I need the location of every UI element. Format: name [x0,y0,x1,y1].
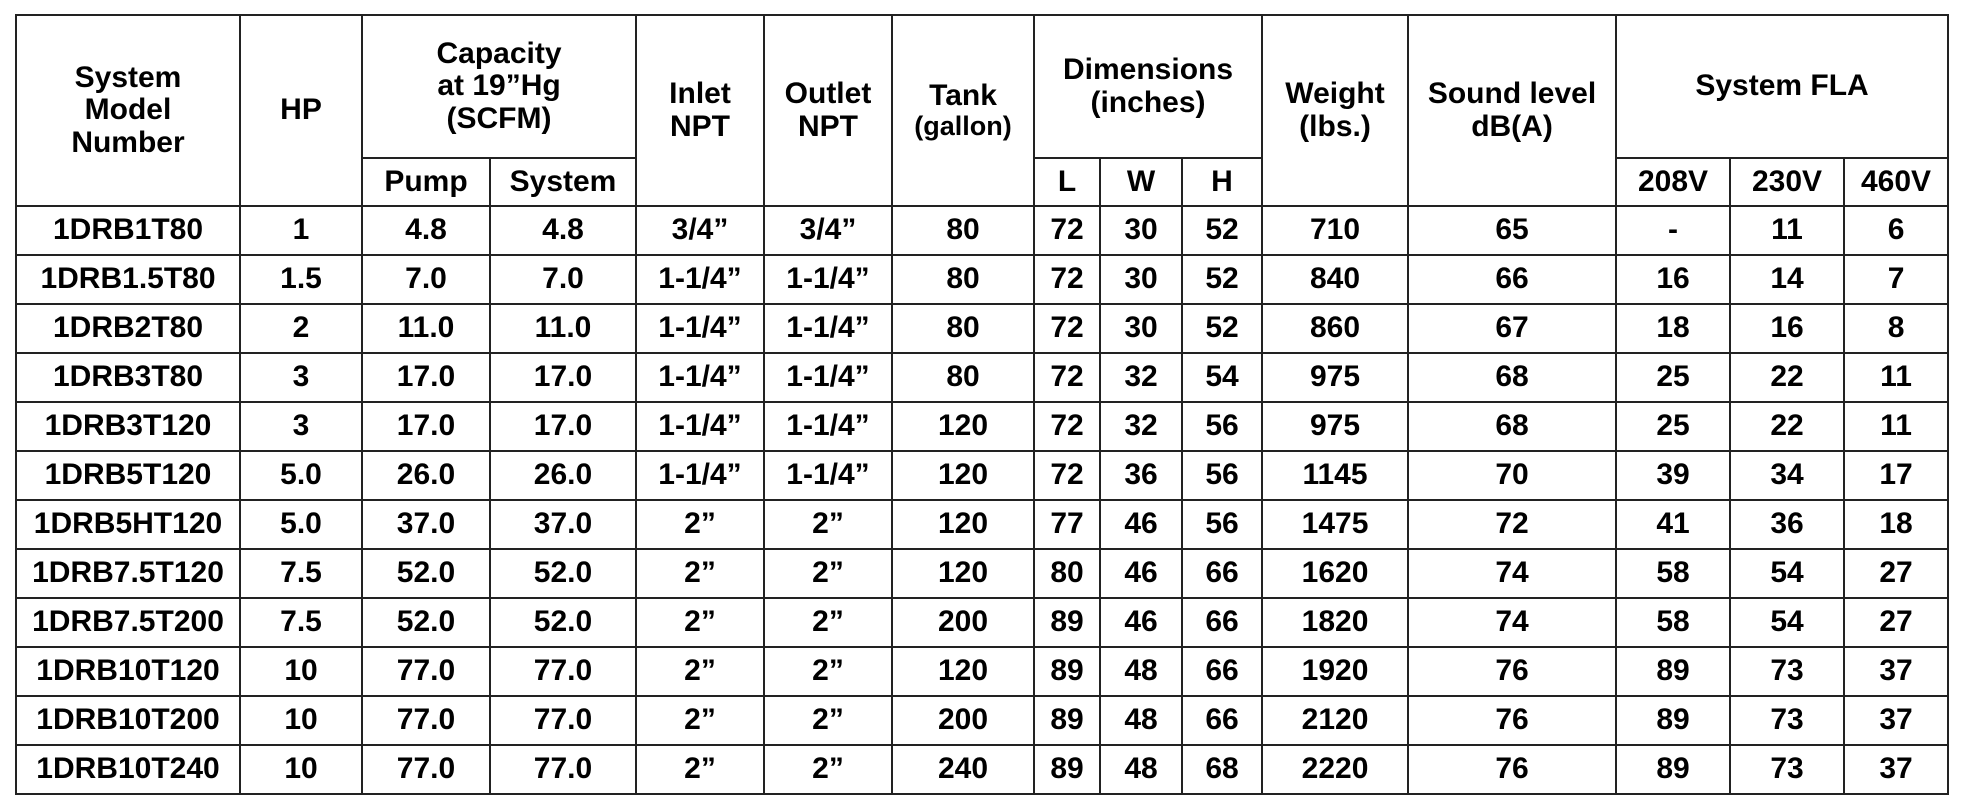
cell-fla-230v: 36 [1730,500,1844,549]
cell-inlet: 2” [636,598,764,647]
cell-model: 1DRB10T240 [16,745,240,794]
cell-fla-460v: 8 [1844,304,1948,353]
cell-pump: 52.0 [362,549,490,598]
header-model-number [16,15,240,206]
cell-dim-h: 66 [1182,647,1262,696]
cell-tank: 80 [892,206,1034,255]
cell-dim-h: 66 [1182,696,1262,745]
cell-weight: 1145 [1262,451,1408,500]
cell-sound: 66 [1408,255,1616,304]
cell-model: 1DRB5T120 [16,451,240,500]
cell-fla-208v: 58 [1616,549,1730,598]
header-dim-w: W [1100,158,1182,206]
cell-dim-w: 32 [1100,353,1182,402]
header-sound-level [1408,15,1616,206]
cell-dim-w: 32 [1100,402,1182,451]
cell-system: 11.0 [490,304,636,353]
cell-pump: 77.0 [362,696,490,745]
table-row [16,549,1948,598]
cell-hp: 3 [240,353,362,402]
cell-inlet: 1-1/4” [636,304,764,353]
table-row [16,402,1948,451]
cell-sound: 76 [1408,696,1616,745]
cell-pump: 11.0 [362,304,490,353]
cell-fla-460v: 37 [1844,647,1948,696]
header-capacity-line-1: Capacity [436,36,562,70]
cell-outlet: 1-1/4” [764,353,892,402]
cell-dim-l: 72 [1034,353,1100,402]
cell-model: 1DRB10T200 [16,696,240,745]
cell-pump: 52.0 [362,598,490,647]
header-inlet-line-1: Inlet [669,77,731,111]
cell-sound: 68 [1408,353,1616,402]
cell-inlet: 2” [636,745,764,794]
cell-system: 37.0 [490,500,636,549]
cell-system: 52.0 [490,598,636,647]
cell-outlet: 2” [764,549,892,598]
cell-system: 17.0 [490,402,636,451]
cell-tank: 200 [892,598,1034,647]
cell-dim-l: 72 [1034,304,1100,353]
table-row [16,696,1948,745]
cell-fla-208v: 16 [1616,255,1730,304]
header-dimensions-line-2: (inches) [1090,85,1206,119]
cell-dim-l: 72 [1034,402,1100,451]
header-weight [1262,15,1408,206]
cell-inlet: 2” [636,696,764,745]
header-460v: 460V [1844,158,1948,206]
cell-fla-230v: 34 [1730,451,1844,500]
cell-inlet: 2” [636,647,764,696]
cell-fla-460v: 17 [1844,451,1948,500]
cell-dim-w: 48 [1100,647,1182,696]
cell-tank: 80 [892,353,1034,402]
cell-weight: 1620 [1262,549,1408,598]
cell-fla-208v: 89 [1616,647,1730,696]
cell-dim-w: 48 [1100,696,1182,745]
cell-pump: 7.0 [362,255,490,304]
cell-weight: 860 [1262,304,1408,353]
cell-inlet: 1-1/4” [636,255,764,304]
cell-hp: 10 [240,647,362,696]
cell-model: 1DRB3T80 [16,353,240,402]
cell-fla-230v: 22 [1730,402,1844,451]
cell-dim-w: 30 [1100,255,1182,304]
table-row [16,500,1948,549]
header-weight-line-1: Weight [1285,77,1385,111]
cell-sound: 74 [1408,549,1616,598]
cell-hp: 2 [240,304,362,353]
cell-tank: 200 [892,696,1034,745]
header-208v: 208V [1616,158,1730,206]
cell-pump: 4.8 [362,206,490,255]
table-row [16,206,1948,255]
header-capacity-line-3: (SCFM) [446,101,552,135]
cell-dim-w: 46 [1100,500,1182,549]
cell-dim-w: 46 [1100,598,1182,647]
cell-fla-208v: 25 [1616,353,1730,402]
header-inlet-npt [636,15,764,206]
header-dimensions [1034,15,1262,158]
cell-inlet: 2” [636,500,764,549]
cell-sound: 74 [1408,598,1616,647]
cell-model: 1DRB5HT120 [16,500,240,549]
cell-dim-h: 68 [1182,745,1262,794]
cell-fla-460v: 6 [1844,206,1948,255]
cell-tank: 120 [892,451,1034,500]
header-outlet-npt [764,15,892,206]
cell-tank: 240 [892,745,1034,794]
cell-hp: 5.0 [240,451,362,500]
cell-dim-h: 52 [1182,206,1262,255]
cell-system: 77.0 [490,696,636,745]
cell-weight: 975 [1262,402,1408,451]
cell-weight: 710 [1262,206,1408,255]
cell-fla-208v: 25 [1616,402,1730,451]
table-row [16,598,1948,647]
cell-dim-w: 30 [1100,304,1182,353]
cell-sound: 70 [1408,451,1616,500]
cell-outlet: 3/4” [764,206,892,255]
cell-fla-208v: 89 [1616,696,1730,745]
cell-system: 77.0 [490,745,636,794]
cell-outlet: 2” [764,500,892,549]
cell-pump: 37.0 [362,500,490,549]
cell-inlet: 2” [636,549,764,598]
cell-fla-230v: 73 [1730,696,1844,745]
table-row [16,745,1948,794]
cell-dim-l: 72 [1034,451,1100,500]
cell-dim-l: 89 [1034,696,1100,745]
header-weight-line-2: (lbs.) [1299,109,1371,143]
header-hp: HP [240,15,362,206]
spec-table-container [15,14,1947,795]
cell-model: 1DRB1T80 [16,206,240,255]
cell-model: 1DRB2T80 [16,304,240,353]
cell-system: 52.0 [490,549,636,598]
cell-model: 1DRB1.5T80 [16,255,240,304]
cell-sound: 76 [1408,647,1616,696]
cell-hp: 1 [240,206,362,255]
cell-dim-l: 89 [1034,647,1100,696]
header-tank-line-1: Tank [929,78,997,112]
cell-fla-460v: 27 [1844,598,1948,647]
cell-system: 77.0 [490,647,636,696]
header-model-line-3: Number [71,125,185,159]
cell-fla-208v: 89 [1616,745,1730,794]
header-dim-l: L [1034,158,1100,206]
cell-model: 1DRB7.5T200 [16,598,240,647]
cell-fla-208v: 58 [1616,598,1730,647]
cell-outlet: 2” [764,647,892,696]
cell-fla-208v: 18 [1616,304,1730,353]
header-model-line-2: Model [84,93,172,127]
cell-dim-h: 66 [1182,598,1262,647]
header-model-line-1: System [74,60,182,94]
cell-tank: 120 [892,647,1034,696]
header-sound-line-2: dB(A) [1471,109,1553,143]
cell-tank: 80 [892,304,1034,353]
cell-pump: 77.0 [362,647,490,696]
cell-dim-l: 80 [1034,549,1100,598]
cell-hp: 7.5 [240,549,362,598]
cell-fla-460v: 7 [1844,255,1948,304]
table-row [16,255,1948,304]
cell-fla-460v: 27 [1844,549,1948,598]
cell-hp: 3 [240,402,362,451]
cell-fla-230v: 11 [1730,206,1844,255]
cell-system: 4.8 [490,206,636,255]
cell-weight: 2120 [1262,696,1408,745]
table-row [16,647,1948,696]
cell-dim-h: 56 [1182,451,1262,500]
cell-sound: 68 [1408,402,1616,451]
cell-fla-230v: 14 [1730,255,1844,304]
cell-hp: 10 [240,745,362,794]
cell-weight: 840 [1262,255,1408,304]
cell-hp: 5.0 [240,500,362,549]
cell-fla-460v: 11 [1844,402,1948,451]
cell-outlet: 1-1/4” [764,255,892,304]
cell-fla-208v: 41 [1616,500,1730,549]
cell-weight: 975 [1262,353,1408,402]
header-inlet-line-2: NPT [670,109,730,143]
cell-hp: 7.5 [240,598,362,647]
cell-fla-230v: 22 [1730,353,1844,402]
header-tank [892,15,1034,206]
cell-system: 17.0 [490,353,636,402]
cell-fla-460v: 37 [1844,696,1948,745]
header-outlet-line-2: NPT [798,109,858,143]
cell-fla-208v: 39 [1616,451,1730,500]
cell-pump: 77.0 [362,745,490,794]
header-system: System [490,158,636,206]
cell-pump: 17.0 [362,353,490,402]
cell-fla-230v: 73 [1730,745,1844,794]
cell-pump: 17.0 [362,402,490,451]
cell-fla-230v: 73 [1730,647,1844,696]
cell-fla-208v: - [1616,206,1730,255]
cell-weight: 1920 [1262,647,1408,696]
cell-dim-l: 72 [1034,206,1100,255]
cell-model: 1DRB7.5T120 [16,549,240,598]
cell-weight: 1475 [1262,500,1408,549]
cell-fla-230v: 16 [1730,304,1844,353]
cell-outlet: 1-1/4” [764,451,892,500]
cell-dim-h: 66 [1182,549,1262,598]
cell-inlet: 3/4” [636,206,764,255]
cell-dim-w: 30 [1100,206,1182,255]
cell-fla-230v: 54 [1730,549,1844,598]
cell-dim-l: 89 [1034,745,1100,794]
header-capacity [362,15,636,158]
cell-fla-230v: 54 [1730,598,1844,647]
cell-fla-460v: 18 [1844,500,1948,549]
table-row [16,353,1948,402]
specifications-table [15,14,1949,795]
cell-hp: 1.5 [240,255,362,304]
cell-fla-460v: 37 [1844,745,1948,794]
cell-hp: 10 [240,696,362,745]
cell-tank: 120 [892,500,1034,549]
cell-dim-h: 56 [1182,500,1262,549]
header-capacity-line-2: at 19”Hg [437,69,561,103]
cell-dim-h: 52 [1182,304,1262,353]
cell-fla-460v: 11 [1844,353,1948,402]
cell-system: 7.0 [490,255,636,304]
header-sound-line-1: Sound level [1427,77,1597,111]
header-pump: Pump [362,158,490,206]
cell-dim-h: 54 [1182,353,1262,402]
header-230v: 230V [1730,158,1844,206]
cell-tank: 80 [892,255,1034,304]
cell-model: 1DRB3T120 [16,402,240,451]
cell-sound: 65 [1408,206,1616,255]
header-dim-h: H [1182,158,1262,206]
cell-sound: 72 [1408,500,1616,549]
cell-outlet: 2” [764,696,892,745]
cell-pump: 26.0 [362,451,490,500]
cell-dim-h: 56 [1182,402,1262,451]
table-row [16,304,1948,353]
cell-outlet: 1-1/4” [764,304,892,353]
cell-tank: 120 [892,402,1034,451]
cell-sound: 76 [1408,745,1616,794]
cell-outlet: 2” [764,745,892,794]
header-dimensions-line-1: Dimensions [1062,53,1234,87]
cell-dim-l: 72 [1034,255,1100,304]
table-row [16,451,1948,500]
header-row-primary [16,15,1948,158]
cell-sound: 67 [1408,304,1616,353]
cell-weight: 1820 [1262,598,1408,647]
cell-dim-l: 77 [1034,500,1100,549]
cell-inlet: 1-1/4” [636,353,764,402]
cell-tank: 120 [892,549,1034,598]
cell-outlet: 2” [764,598,892,647]
cell-outlet: 1-1/4” [764,402,892,451]
cell-system: 26.0 [490,451,636,500]
cell-dim-w: 48 [1100,745,1182,794]
cell-dim-l: 89 [1034,598,1100,647]
cell-weight: 2220 [1262,745,1408,794]
cell-dim-w: 36 [1100,451,1182,500]
cell-inlet: 1-1/4” [636,451,764,500]
header-outlet-line-1: Outlet [784,77,872,111]
cell-dim-w: 46 [1100,549,1182,598]
table-body [16,206,1948,794]
header-tank-line-2: (gallon) [914,111,1012,142]
cell-dim-h: 52 [1182,255,1262,304]
header-system-fla: System FLA [1616,15,1948,158]
cell-inlet: 1-1/4” [636,402,764,451]
cell-model: 1DRB10T120 [16,647,240,696]
